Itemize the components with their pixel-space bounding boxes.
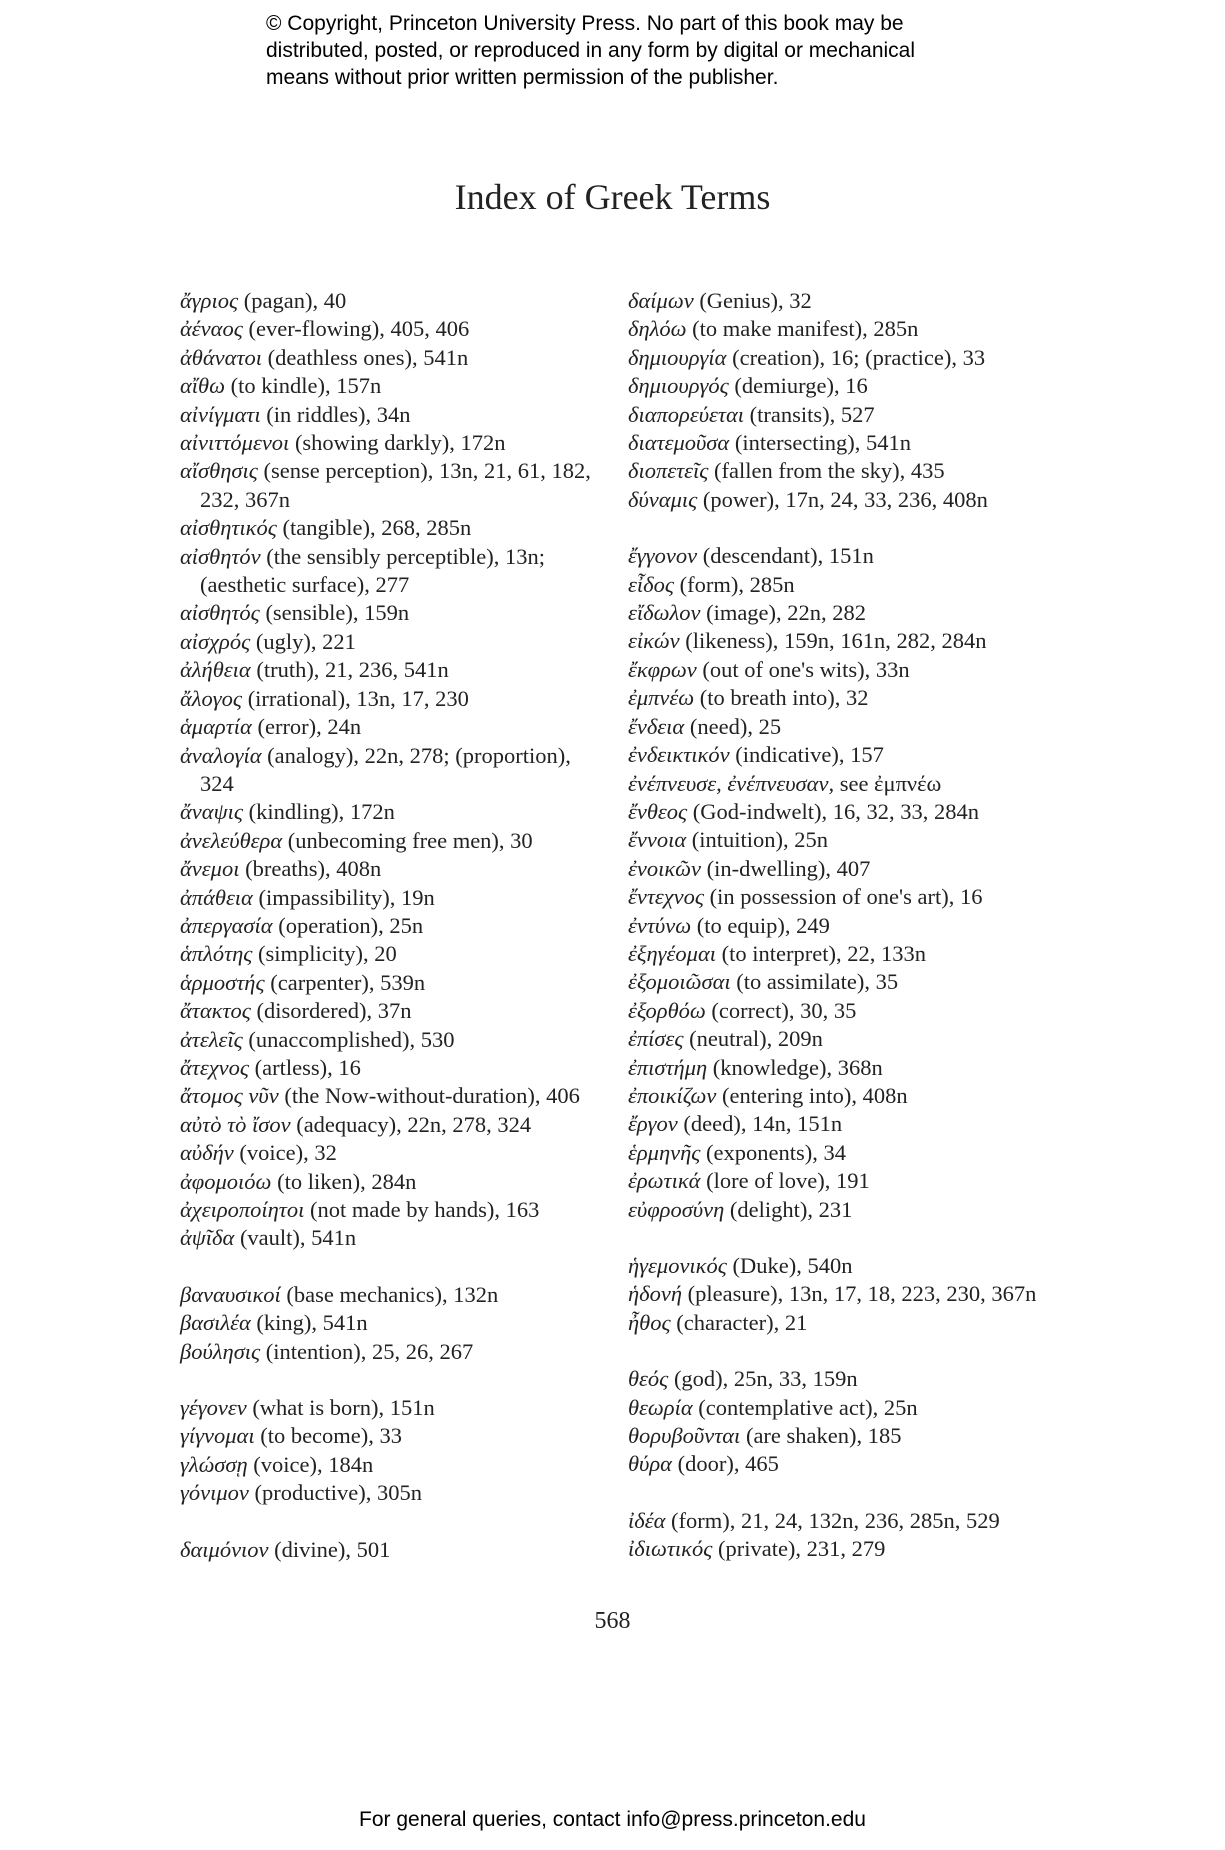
index-entry bbox=[628, 429, 1048, 457]
index-entry bbox=[628, 542, 1048, 570]
greek-term: διαπορεύεται bbox=[628, 401, 745, 427]
group-spacer bbox=[628, 1224, 1048, 1252]
entry-gloss: (unaccomplished), 530 bbox=[248, 1026, 455, 1052]
index-entry bbox=[180, 969, 598, 997]
index-entry bbox=[180, 372, 598, 400]
greek-term: θεωρία bbox=[628, 1394, 693, 1420]
greek-term: βούλησις bbox=[180, 1338, 261, 1364]
entry-gloss: (delight), 231 bbox=[729, 1196, 853, 1222]
index-entry bbox=[180, 315, 598, 343]
index-entry bbox=[180, 1479, 598, 1507]
index-entry bbox=[628, 1110, 1048, 1138]
index-entry bbox=[628, 344, 1048, 372]
index-entry bbox=[180, 1281, 598, 1309]
entry-gloss: (need), 25 bbox=[689, 713, 782, 739]
entry-gloss: (the Now-without-duration), 406 bbox=[284, 1083, 580, 1109]
page-number: 568 bbox=[594, 1608, 631, 1634]
index-entry bbox=[628, 770, 1048, 798]
greek-term: βαναυσικοί bbox=[180, 1281, 281, 1307]
index-entry bbox=[180, 599, 598, 627]
entry-gloss: (private), 231, 279 bbox=[717, 1536, 886, 1562]
index-entry bbox=[628, 1422, 1048, 1450]
entry-gloss: (analogy), 22n, 278; (proportion), 324 bbox=[200, 742, 571, 796]
greek-term: ἁμαρτία bbox=[180, 714, 252, 740]
entry-gloss: (in riddles), 34n bbox=[266, 401, 411, 427]
index-entry bbox=[180, 1309, 598, 1337]
greek-term: ἐποικίζων bbox=[628, 1082, 717, 1108]
entry-gloss: (to liken), 284n bbox=[277, 1168, 417, 1194]
greek-term: αἰνιττόμενοι bbox=[180, 430, 290, 456]
entry-gloss: (in possession of one's art), 16 bbox=[709, 884, 983, 910]
index-entry bbox=[180, 429, 598, 457]
greek-term: ἄγριος bbox=[180, 288, 239, 313]
group-spacer bbox=[180, 1253, 598, 1281]
greek-term: ἀναλογία bbox=[180, 742, 262, 768]
index-entry bbox=[628, 741, 1048, 769]
footer-contact: For general queries, contact info@press.princeton.edu bbox=[359, 1808, 866, 1831]
index-entry bbox=[180, 1224, 598, 1252]
index-entry bbox=[628, 1280, 1048, 1308]
index-entry bbox=[180, 1168, 598, 1196]
group-spacer bbox=[628, 514, 1048, 542]
entry-gloss: (transits), 527 bbox=[749, 401, 875, 427]
greek-term: ἀέναος bbox=[180, 316, 243, 342]
greek-term: ἐνοικῶν bbox=[628, 855, 702, 881]
entry-gloss: (ugly), 221 bbox=[255, 628, 356, 654]
index-entry bbox=[628, 1507, 1048, 1535]
entry-gloss: (Duke), 540n bbox=[732, 1253, 853, 1278]
index-entry bbox=[628, 401, 1048, 429]
greek-term: ἄνεμοι bbox=[180, 856, 240, 882]
index-entry bbox=[628, 599, 1048, 627]
entry-gloss: (demiurge), 16 bbox=[734, 373, 868, 399]
index-entry bbox=[180, 287, 598, 315]
index-entry bbox=[628, 912, 1048, 940]
greek-term: ἀχειροποίητοι bbox=[180, 1197, 305, 1222]
greek-term: αἰσθητόν bbox=[180, 543, 261, 569]
entry-gloss: (operation), 25n bbox=[278, 912, 424, 938]
greek-term: δηλόω bbox=[628, 316, 687, 342]
index-entry bbox=[628, 1535, 1048, 1563]
entry-gloss: (to breath into), 32 bbox=[699, 685, 869, 711]
greek-term: διοπετεῖς bbox=[628, 458, 709, 484]
index-entry bbox=[628, 1450, 1048, 1478]
greek-term: ἐξομοιῶσαι bbox=[628, 969, 731, 995]
entry-gloss: (kindling), 172n bbox=[248, 799, 395, 825]
index-entry bbox=[628, 486, 1048, 514]
index-entry bbox=[180, 1111, 598, 1139]
entry-gloss: (divine), 501 bbox=[274, 1536, 391, 1562]
entry-gloss: (creation), 16; (practice), 33 bbox=[732, 344, 986, 370]
entry-gloss: (descendant), 151n bbox=[702, 543, 874, 569]
greek-term: ἀλήθεια bbox=[180, 657, 251, 683]
greek-term: ἐπίσες bbox=[628, 1026, 684, 1052]
index-entry bbox=[180, 1536, 598, 1564]
entry-gloss: (the sensibly perceptible), 13n; (aesthetic surface), 277 bbox=[200, 543, 545, 598]
entry-gloss: (what is born), 151n bbox=[252, 1395, 435, 1421]
index-entry bbox=[628, 684, 1048, 712]
greek-term: ἑρμηνῆς bbox=[628, 1139, 701, 1165]
entry-gloss: (artless), 16 bbox=[254, 1054, 361, 1080]
index-entry bbox=[180, 1422, 598, 1450]
greek-term: αἴθω bbox=[180, 373, 225, 399]
greek-term: διατεμοῦσα bbox=[628, 430, 730, 456]
entry-gloss: (irrational), 13n, 17, 230 bbox=[247, 685, 469, 711]
index-entry bbox=[180, 884, 598, 912]
index-entry bbox=[180, 457, 598, 514]
greek-term: αἰνίγματι bbox=[180, 401, 261, 427]
entry-gloss: (knowledge), 368n bbox=[712, 1054, 883, 1080]
index-entry bbox=[628, 940, 1048, 968]
entry-gloss: (out of one's wits), 33n bbox=[702, 656, 910, 682]
entry-gloss: (neutral), 209n bbox=[689, 1026, 823, 1052]
copyright-line: distributed, posted, or reproduced in any form by digital or mechanical bbox=[266, 39, 916, 62]
entry-gloss: (king), 541n bbox=[256, 1310, 368, 1336]
index-entry bbox=[180, 742, 598, 799]
entry-gloss: (error), 24n bbox=[257, 714, 362, 740]
greek-term: ἔντεχνος bbox=[628, 884, 705, 910]
greek-term: ἄλογος bbox=[180, 685, 243, 711]
index-entry bbox=[180, 514, 598, 542]
index-entry bbox=[628, 1025, 1048, 1053]
entry-gloss: (simplicity), 20 bbox=[258, 941, 397, 967]
index-column-left bbox=[180, 287, 598, 1564]
entry-gloss: see ἐμπνέω bbox=[839, 770, 942, 796]
greek-term: θορυβοῦνται bbox=[628, 1423, 741, 1449]
entry-gloss: (productive), 305n bbox=[254, 1480, 422, 1506]
index-entry bbox=[628, 1082, 1048, 1110]
group-spacer bbox=[628, 1479, 1048, 1507]
greek-term: γόνιμον bbox=[180, 1480, 249, 1506]
greek-term: γλώσσῃ bbox=[180, 1451, 248, 1477]
index-entry bbox=[180, 628, 598, 656]
entry-gloss: (form), 285n bbox=[679, 571, 795, 597]
greek-term: αἰσχρός bbox=[180, 628, 251, 654]
index-entry bbox=[628, 315, 1048, 343]
entry-gloss: (truth), 21, 236, 541n bbox=[256, 657, 449, 683]
entry-gloss: (exponents), 34 bbox=[706, 1139, 846, 1165]
entry-gloss: (sensible), 159n bbox=[265, 600, 410, 626]
index-entry bbox=[628, 571, 1048, 599]
greek-term: δαίμων bbox=[628, 288, 694, 313]
index-entry bbox=[628, 1394, 1048, 1422]
greek-term: ἐρωτικά bbox=[628, 1168, 701, 1194]
index-entry bbox=[180, 855, 598, 883]
greek-term: ἔργον bbox=[628, 1111, 678, 1137]
entry-gloss: (deed), 14n, 151n bbox=[683, 1111, 843, 1137]
entry-gloss: (image), 22n, 282 bbox=[706, 600, 867, 626]
entry-gloss: (showing darkly), 172n bbox=[294, 430, 506, 456]
greek-term: θεός bbox=[628, 1366, 669, 1392]
greek-term: ἀθάνατοι bbox=[180, 344, 263, 370]
greek-term: ἐμπνέω bbox=[628, 685, 695, 711]
entry-gloss: (door), 465 bbox=[677, 1451, 779, 1477]
entry-gloss: (voice), 184n bbox=[253, 1451, 374, 1477]
greek-term: ἐνέπνευσε, ἐνέπνευσαν, bbox=[628, 770, 835, 796]
entry-gloss: (to assimilate), 35 bbox=[736, 969, 899, 995]
greek-term: εἰκών bbox=[628, 628, 680, 654]
index-entry bbox=[180, 685, 598, 713]
copyright-notice bbox=[266, 10, 1026, 91]
greek-term: αἰσθητός bbox=[180, 600, 260, 626]
greek-term: ἐπιστήμη bbox=[628, 1054, 708, 1080]
greek-term: αὐτὸ τὸ ἴσον bbox=[180, 1111, 291, 1137]
greek-term: δύναμις bbox=[628, 486, 698, 512]
greek-term: ἄτομος νῦν bbox=[180, 1083, 279, 1109]
index-entry bbox=[628, 798, 1048, 826]
index-entry bbox=[180, 1196, 598, 1224]
index-entry bbox=[628, 1365, 1048, 1393]
entry-gloss: (intention), 25, 26, 267 bbox=[265, 1338, 474, 1364]
greek-term: ἐξηγέομαι bbox=[628, 940, 717, 966]
entry-gloss: (to kindle), 157n bbox=[230, 373, 382, 399]
greek-term: ἀψῖδα bbox=[180, 1225, 235, 1251]
index-entry bbox=[628, 1252, 1048, 1280]
index-entry bbox=[628, 457, 1048, 485]
entry-gloss: (vault), 541n bbox=[239, 1225, 357, 1251]
entry-gloss: (pagan), 40 bbox=[243, 288, 347, 313]
greek-term: εὐφροσύνη bbox=[628, 1196, 725, 1222]
entry-gloss: (to make manifest), 285n bbox=[692, 316, 919, 342]
index-entry bbox=[628, 1196, 1048, 1224]
greek-term: δημιουργός bbox=[628, 373, 729, 399]
greek-term: ἡδονή bbox=[628, 1281, 683, 1307]
index-entry bbox=[628, 968, 1048, 996]
entry-gloss: (Genius), 32 bbox=[699, 288, 812, 313]
greek-term: ἐνδεικτικόν bbox=[628, 742, 730, 768]
greek-term: ἄτεχνος bbox=[180, 1054, 249, 1080]
greek-term: ἔνδεια bbox=[628, 713, 685, 739]
index-entry bbox=[628, 997, 1048, 1025]
entry-gloss: (carpenter), 539n bbox=[270, 969, 426, 995]
index-entry bbox=[180, 827, 598, 855]
index-entry bbox=[180, 1082, 598, 1110]
greek-term: αἴσθησις bbox=[180, 458, 258, 484]
greek-term: βασιλέα bbox=[180, 1310, 251, 1336]
index-entry bbox=[180, 1139, 598, 1167]
index-entry bbox=[628, 1139, 1048, 1167]
greek-term: αἰσθητικός bbox=[180, 515, 277, 541]
index-entry bbox=[180, 401, 598, 429]
index-entry bbox=[180, 656, 598, 684]
index-entry bbox=[628, 1167, 1048, 1195]
index-entry bbox=[180, 1054, 598, 1082]
greek-term: δαιμόνιον bbox=[180, 1536, 269, 1562]
index-entry bbox=[180, 1026, 598, 1054]
index-entry bbox=[180, 1338, 598, 1366]
greek-term: ἡγεμονικός bbox=[628, 1253, 727, 1278]
entry-gloss: (fallen from the sky), 435 bbox=[714, 458, 945, 484]
copyright-line: © Copyright, Princeton University Press. No part of this book may be bbox=[266, 12, 904, 35]
greek-term: γέγονεν bbox=[180, 1395, 247, 1421]
entry-gloss: (indicative), 157 bbox=[735, 742, 884, 768]
greek-term: ἄτακτος bbox=[180, 998, 251, 1024]
index-entry bbox=[180, 997, 598, 1025]
entry-gloss: (intuition), 25n bbox=[691, 827, 829, 853]
entry-gloss: (breaths), 408n bbox=[245, 856, 382, 882]
greek-term: ἀφομοιόω bbox=[180, 1168, 272, 1194]
greek-term: ἁρμοστής bbox=[180, 969, 265, 995]
index-entry bbox=[628, 287, 1048, 315]
greek-term: εἶδος bbox=[628, 571, 674, 597]
index-entry bbox=[180, 344, 598, 372]
entry-gloss: (unbecoming free men), 30 bbox=[287, 827, 533, 853]
greek-term: ἦθος bbox=[628, 1309, 671, 1335]
entry-gloss: (impassibility), 19n bbox=[258, 884, 435, 910]
index-entry bbox=[180, 1451, 598, 1479]
page-title: Index of Greek Terms bbox=[454, 177, 771, 217]
entry-gloss: (correct), 30, 35 bbox=[711, 997, 857, 1023]
index-column-right bbox=[628, 287, 1048, 1564]
index-entry bbox=[180, 1394, 598, 1422]
index-entry bbox=[628, 826, 1048, 854]
greek-term: ἄναψις bbox=[180, 799, 243, 825]
group-spacer bbox=[180, 1508, 598, 1536]
index-entry bbox=[180, 912, 598, 940]
index-entry bbox=[628, 1054, 1048, 1082]
entry-gloss: (to interpret), 22, 133n bbox=[721, 940, 926, 966]
greek-term: ἔννοια bbox=[628, 827, 687, 853]
entry-gloss: (to equip), 249 bbox=[696, 912, 830, 938]
index-entry bbox=[180, 543, 598, 600]
index-entry bbox=[628, 372, 1048, 400]
greek-term: ἁπλότης bbox=[180, 941, 253, 967]
greek-term: ἐντύνω bbox=[628, 912, 692, 938]
entry-gloss: (are shaken), 185 bbox=[745, 1423, 902, 1449]
entry-gloss: (base mechanics), 132n bbox=[286, 1281, 499, 1307]
index-entry bbox=[180, 940, 598, 968]
entry-gloss: (form), 21, 24, 132n, 236, 285n, 529 bbox=[671, 1507, 1000, 1533]
index-entry bbox=[628, 656, 1048, 684]
entry-gloss: (entering into), 408n bbox=[722, 1082, 908, 1108]
greek-term: ἰδιωτικός bbox=[628, 1536, 713, 1562]
greek-term: ἔγγονον bbox=[628, 543, 698, 569]
index-entry bbox=[628, 883, 1048, 911]
entry-gloss: (character), 21 bbox=[676, 1309, 808, 1335]
greek-term: ἀπεργασία bbox=[180, 912, 273, 938]
greek-term: ἔνθεος bbox=[628, 798, 688, 824]
greek-term: εἴδωλον bbox=[628, 600, 701, 626]
group-spacer bbox=[180, 1366, 598, 1394]
entry-gloss: (likeness), 159n, 161n, 282, 284n bbox=[685, 628, 987, 654]
copyright-line: means without prior written permission of the publisher. bbox=[266, 66, 779, 89]
entry-gloss: (pleasure), 13n, 17, 18, 223, 230, 367n bbox=[687, 1281, 1037, 1307]
entry-gloss: (deathless ones), 541n bbox=[267, 344, 469, 370]
entry-gloss: (god), 25n, 33, 159n bbox=[673, 1366, 858, 1392]
group-spacer bbox=[628, 1337, 1048, 1365]
greek-term: δημιουργία bbox=[628, 344, 727, 370]
entry-gloss: (in-dwelling), 407 bbox=[706, 855, 871, 881]
entry-gloss: (contemplative act), 25n bbox=[698, 1394, 918, 1420]
greek-term: ἰδέα bbox=[628, 1507, 666, 1533]
greek-term: γίγνομαι bbox=[180, 1423, 255, 1449]
entry-gloss: (disordered), 37n bbox=[256, 998, 412, 1024]
entry-gloss: (sense perception), 13n, 21, 61, 182, 232, 367n bbox=[200, 458, 591, 512]
index-entry bbox=[180, 713, 598, 741]
index-entry bbox=[628, 713, 1048, 741]
entry-gloss: (voice), 32 bbox=[239, 1140, 337, 1166]
entry-gloss: (tangible), 268, 285n bbox=[282, 515, 472, 541]
greek-term: ἀτελεῖς bbox=[180, 1026, 243, 1052]
entry-gloss: (adequacy), 22n, 278, 324 bbox=[296, 1111, 532, 1137]
greek-term: ἀνελεύθερα bbox=[180, 827, 283, 853]
greek-term: ἔκφρων bbox=[628, 656, 697, 682]
entry-gloss: (to become), 33 bbox=[260, 1423, 403, 1449]
greek-term: θύρα bbox=[628, 1451, 672, 1477]
index-entry bbox=[180, 798, 598, 826]
greek-term: ἐξορθόω bbox=[628, 997, 706, 1023]
entry-gloss: (lore of love), 191 bbox=[706, 1168, 870, 1194]
index-entry bbox=[628, 627, 1048, 655]
entry-gloss: (not made by hands), 163 bbox=[310, 1197, 540, 1222]
entry-gloss: (ever-flowing), 405, 406 bbox=[248, 316, 470, 342]
entry-gloss: (God-indwelt), 16, 32, 33, 284n bbox=[692, 798, 979, 824]
entry-gloss: (power), 17n, 24, 33, 236, 408n bbox=[702, 486, 988, 512]
index-entry bbox=[628, 855, 1048, 883]
entry-gloss: (intersecting), 541n bbox=[734, 430, 912, 456]
index-entry bbox=[628, 1309, 1048, 1337]
greek-term: αὐδήν bbox=[180, 1140, 234, 1166]
greek-term: ἀπάθεια bbox=[180, 884, 253, 910]
